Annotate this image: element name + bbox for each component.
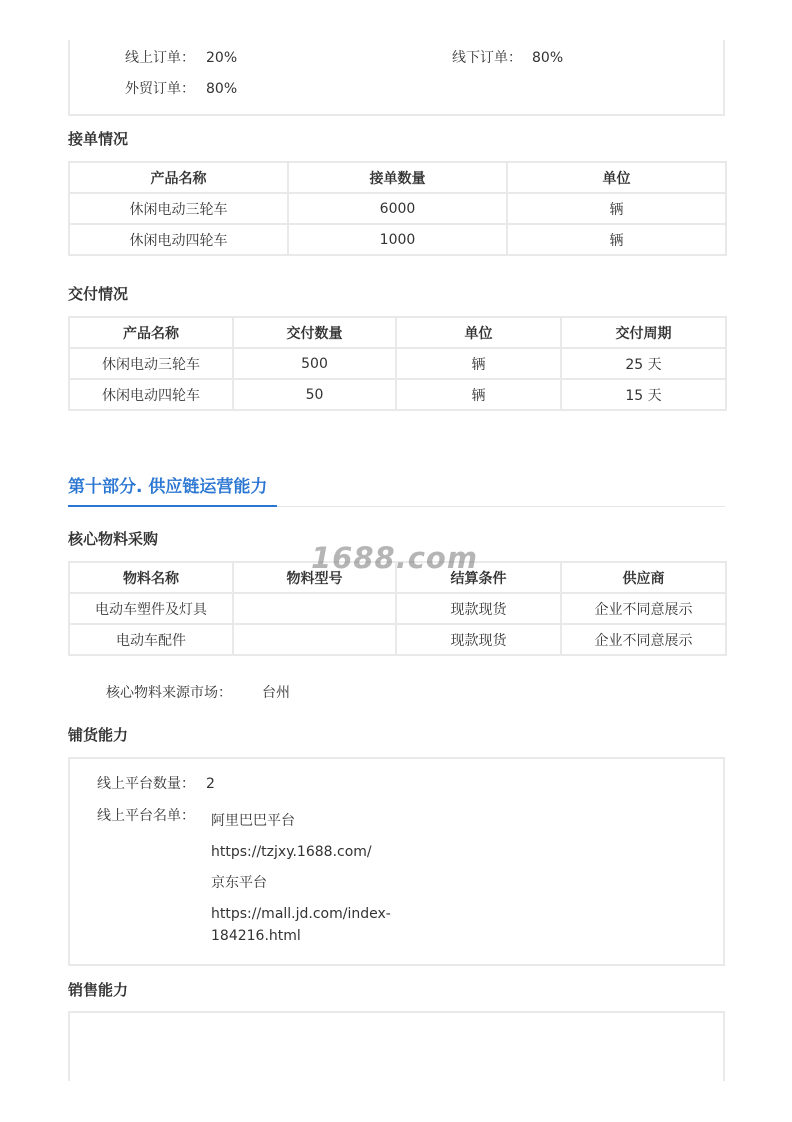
order-intake-heading: 接单情况 <box>68 130 129 148</box>
column-header: 物料型号 <box>233 562 396 593</box>
column-header: 单位 <box>507 162 726 193</box>
offline-order-value: 80% <box>532 50 564 66</box>
delivery-table <box>68 316 727 411</box>
core-materials-table <box>68 561 727 656</box>
table-cell <box>233 593 396 624</box>
table-cell: 电动车配件 <box>69 624 233 655</box>
table-cell: 辆 <box>507 193 726 224</box>
column-header: 物料名称 <box>69 562 233 593</box>
platform-count-label: 线上平台数量： <box>97 776 195 792</box>
platform-list-label: 线上平台名单： <box>97 808 195 824</box>
platform-count-value: 2 <box>206 776 215 792</box>
table-row <box>69 624 726 655</box>
column-header: 产品名称 <box>69 162 288 193</box>
distribution-heading: 铺货能力 <box>68 726 129 744</box>
table-cell: 企业不同意展示 <box>561 593 726 624</box>
table-row <box>69 379 726 410</box>
column-header: 交付周期 <box>561 317 726 348</box>
platform-url-continued: 184216.html <box>211 928 301 944</box>
part-title-underline <box>68 505 277 507</box>
delivery-heading: 交付情况 <box>68 285 129 303</box>
table-cell: 15 天 <box>561 379 726 410</box>
table-cell: 25 天 <box>561 348 726 379</box>
table-header-row <box>69 162 726 193</box>
table-row <box>69 348 726 379</box>
foreign-order-label: 外贸订单： <box>125 81 195 97</box>
column-header: 单位 <box>396 317 561 348</box>
part-divider <box>277 506 725 507</box>
table-cell: 500 <box>233 348 396 379</box>
online-order-value: 20% <box>206 50 238 66</box>
part-ten-title: 第十部分. 供应链运营能力 <box>68 477 268 497</box>
table-cell: 辆 <box>396 379 561 410</box>
table-cell: 休闲电动三轮车 <box>69 193 288 224</box>
column-header: 供应商 <box>561 562 726 593</box>
offline-order-label: 线下订单： <box>452 50 522 66</box>
table-cell: 休闲电动四轮车 <box>69 224 288 255</box>
table-cell: 休闲电动四轮车 <box>69 379 233 410</box>
table-cell: 1000 <box>288 224 507 255</box>
table-cell: 休闲电动三轮车 <box>69 348 233 379</box>
table-header-row <box>69 317 726 348</box>
sales-panel <box>68 1011 725 1081</box>
table-row <box>69 193 726 224</box>
material-source-label: 核心物料来源市场： <box>106 685 232 701</box>
watermark-logo: 1688.com <box>311 541 479 575</box>
material-source-value: 台州 <box>262 685 290 701</box>
platform-name: 阿里巴巴平台 <box>211 813 295 829</box>
platform-url: https://tzjxy.1688.com/ <box>211 844 372 860</box>
table-row <box>69 224 726 255</box>
online-order-label: 线上订单： <box>125 50 195 66</box>
column-header: 产品名称 <box>69 317 233 348</box>
order-intake-table <box>68 161 727 256</box>
table-cell: 企业不同意展示 <box>561 624 726 655</box>
table-cell: 电动车塑件及灯具 <box>69 593 233 624</box>
platform-url: https://mall.jd.com/index- <box>211 906 391 922</box>
table-cell: 现款现货 <box>396 624 561 655</box>
table-cell: 辆 <box>507 224 726 255</box>
table-cell: 辆 <box>396 348 561 379</box>
table-row <box>69 593 726 624</box>
platform-name: 京东平台 <box>211 875 267 891</box>
column-header: 结算条件 <box>396 562 561 593</box>
foreign-order-value: 80% <box>206 81 238 97</box>
table-cell: 6000 <box>288 193 507 224</box>
table-cell <box>233 624 396 655</box>
column-header: 接单数量 <box>288 162 507 193</box>
column-header: 交付数量 <box>233 317 396 348</box>
table-cell: 现款现货 <box>396 593 561 624</box>
sales-heading: 销售能力 <box>68 981 129 999</box>
table-cell: 50 <box>233 379 396 410</box>
core-materials-heading: 核心物料采购 <box>68 530 159 548</box>
